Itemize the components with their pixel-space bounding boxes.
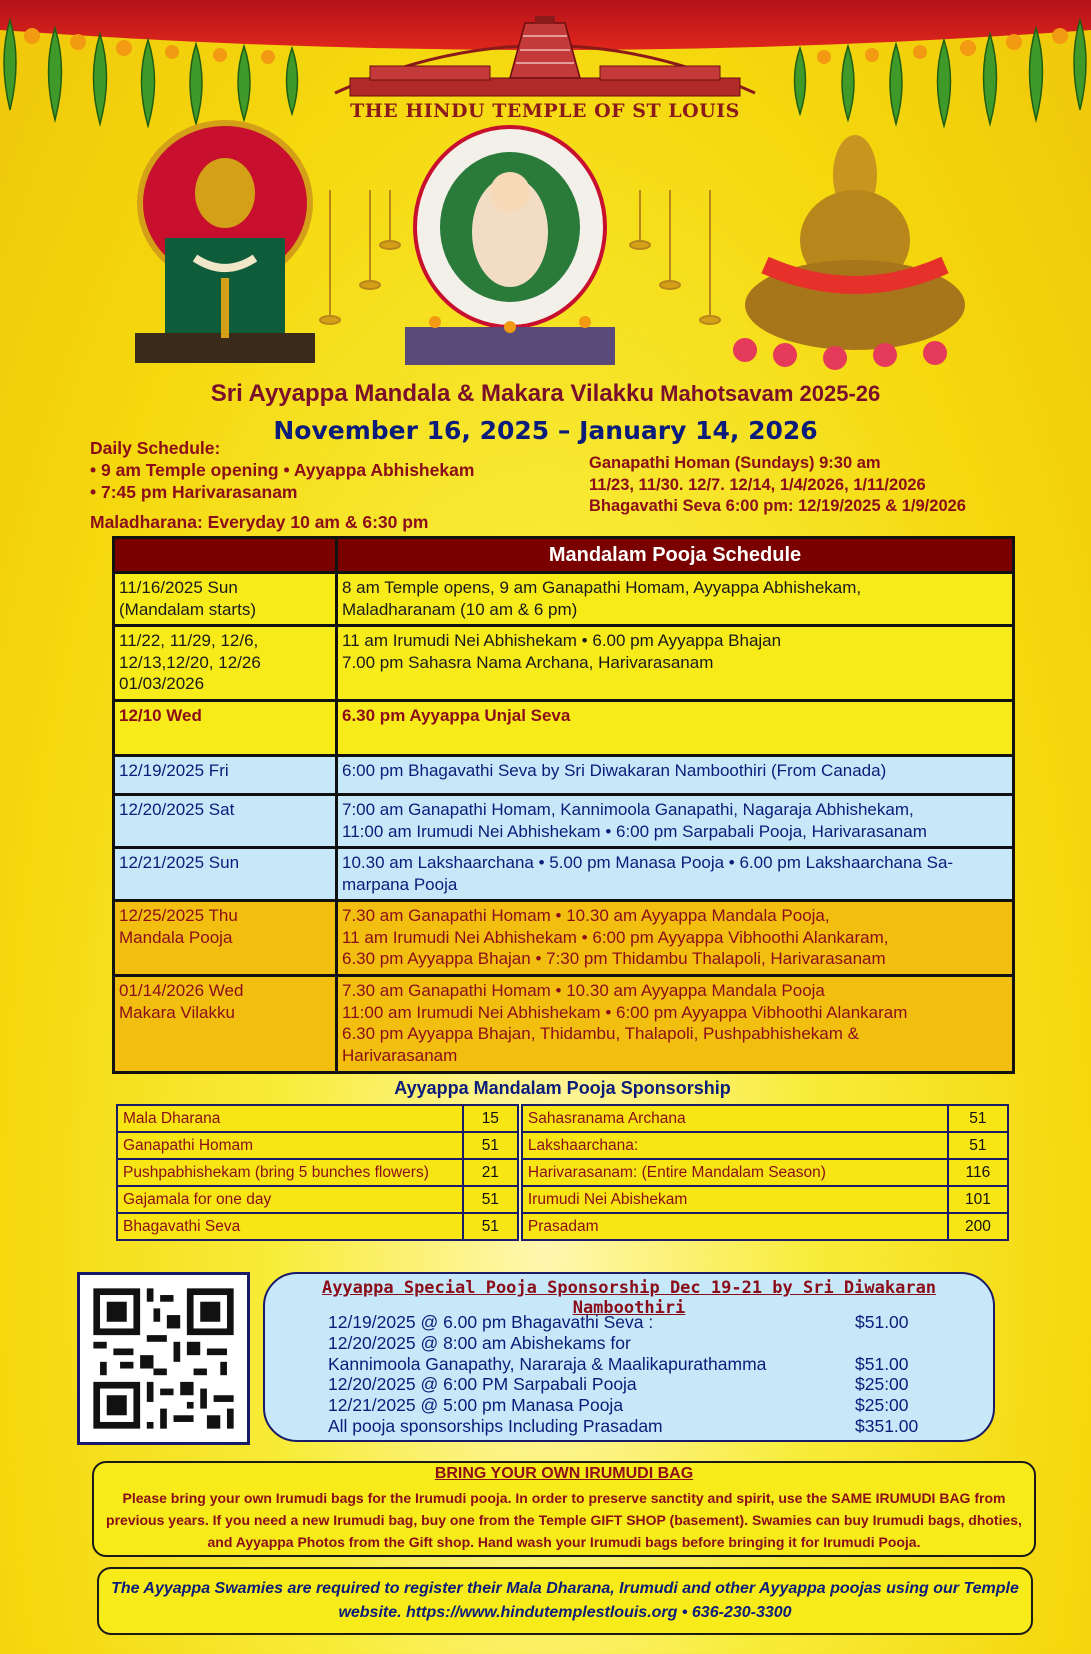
schedule-events: 10.30 am Lakshaarchana • 5.00 pm Manasa Pooja • 6.00 pm Lakshaarchana Sa- marpana Pooja <box>337 848 1014 901</box>
schedule-date: 01/14/2026 Wed Makara Vilakku <box>114 976 337 1073</box>
festival-title-suffix: Mahotsavam 2025-26 <box>654 381 881 406</box>
table-row <box>117 1213 1008 1240</box>
schedule-events: 7.30 am Ganapathi Homam • 10.30 am Ayyappa Mandala Pooja, 11 am Irumudi Nei Abhishekam • 6:00 pm Ayyappa Vibhoothi Alankaram, 6.30 pm Ayyappa Bhajan • 7:30 pm Thidambu Thalapoli, Harivarasanam <box>337 901 1014 976</box>
qr-code[interactable] <box>77 1272 250 1445</box>
schedule-events: 8 am Temple opens, 9 am Ganapathi Homam, Ayyappa Abhishekam, Maladharanam (10 am & 6 pm) <box>337 573 1014 626</box>
sponsorship-table <box>116 1104 1009 1241</box>
table-row <box>117 1105 1008 1132</box>
special-item: 12/21/2025 @ 5:00 pm Manasa Pooja <box>328 1395 624 1415</box>
registration-text: The Ayyappa Swamies are required to register their Mala Dharana, Irumudi and other Ayyappa poojas using our Temple website. https://www.hindutemplestlouis.org • 636-230-3300 <box>111 1580 1019 1621</box>
table-row <box>114 626 1014 701</box>
ganapathi-line-2: 11/23, 11/30. 12/7. 12/14, 1/4/2026, 1/11/2026 <box>589 475 926 494</box>
sponsor-item: Lakshaarchana: <box>522 1132 948 1159</box>
sponsor-price: 51 <box>948 1105 1008 1132</box>
sponsor-price: 51 <box>463 1213 518 1240</box>
special-amount: $25:00 <box>855 1395 909 1415</box>
sponsor-price: 51 <box>948 1132 1008 1159</box>
sponsor-item: Prasadam <box>522 1213 948 1240</box>
table-row <box>114 976 1014 1073</box>
sponsor-price: 51 <box>463 1186 518 1213</box>
table-row <box>114 701 1014 756</box>
sponsorship-heading: Ayyappa Mandalam Pooja Sponsorship <box>394 1078 731 1098</box>
maladharana-info: Maladharana: Everyday 10 am & 6:30 pm <box>90 512 429 532</box>
sponsor-item: Sahasranama Archana <box>522 1105 948 1132</box>
table-row <box>114 573 1014 626</box>
schedule-heading: Mandalam Pooja Schedule <box>337 538 1014 573</box>
bag-text: Please bring your own Irumudi bags for the Irumudi pooja. In order to preserve sanctity and spirit, use the SAME IRUMUDI BAG from previous years. If you need a new Irumudi bag, buy one from the Temple GIFT SHOP (basement). Swamies can buy Irumudi bags, dhoties, and Ayyappa Photos from the Gift shop. Hand wash your Irumudi bags before bringing it for Irumudi Pooja. <box>106 1490 1022 1550</box>
schedule-date: 12/19/2025 Fri <box>114 756 337 795</box>
irumudi-bag-notice <box>92 1461 1036 1557</box>
special-amount: $51.00 <box>855 1354 909 1374</box>
deity-image-left <box>135 118 315 363</box>
schedule-date: 12/21/2025 Sun <box>114 848 337 901</box>
daily-heading: Daily Schedule: <box>90 438 221 458</box>
daily-line-2: • 7:45 pm Harivarasanam <box>90 482 298 502</box>
table-row <box>114 848 1014 901</box>
special-item: 12/20/2025 @ 8:00 am Abishekams for <box>328 1333 631 1353</box>
qr-code-icon <box>80 1275 247 1442</box>
schedule-events: 7:00 am Ganapathi Homam, Kannimoola Ganapathi, Nagaraja Abhishekam, 11:00 am Irumudi Nei Abhishekam • 6:00 pm Sarpabali Pooja, Harivarasanam <box>337 795 1014 848</box>
mandalam-schedule-table <box>112 536 1015 1074</box>
sponsor-price: 200 <box>948 1213 1008 1240</box>
sponsor-price: 21 <box>463 1159 518 1186</box>
sponsor-price: 116 <box>948 1159 1008 1186</box>
daily-schedule <box>90 437 474 503</box>
schedule-date: 12/20/2025 Sat <box>114 795 337 848</box>
ganapathi-homan-info <box>589 453 966 518</box>
sponsor-price: 15 <box>463 1105 518 1132</box>
special-amount: $25:00 <box>855 1374 909 1394</box>
table-row <box>117 1132 1008 1159</box>
schedule-date: 11/22, 11/29, 12/6, 12/13,12/20, 12/26 01/03/2026 <box>114 626 337 701</box>
schedule-header-row <box>114 538 1014 573</box>
temple-name: THE HINDU TEMPLE OF ST LOUIS <box>350 100 740 122</box>
sponsor-price: 101 <box>948 1186 1008 1213</box>
schedule-events: 6:00 pm Bhagavathi Seva by Sri Diwakaran Namboothiri (From Canada) <box>337 756 1014 795</box>
schedule-date: 12/10 Wed <box>114 701 337 756</box>
festival-dates: November 16, 2025 – January 14, 2026 <box>273 416 818 445</box>
festival-title-main: Sri Ayyappa Mandala & Makara Vilakku <box>210 380 655 407</box>
sponsor-price: 51 <box>463 1132 518 1159</box>
festival-title <box>0 380 1091 408</box>
ganapathi-line-1: Ganapathi Homan (Sundays) 9:30 am <box>589 454 881 472</box>
special-item: Kannimoola Ganapathy, Nararaja & Maalikapurathamma <box>328 1354 767 1374</box>
schedule-events: 6.30 pm Ayyappa Unjal Seva <box>337 701 1014 756</box>
special-amount: $351.00 <box>855 1416 919 1436</box>
sponsor-item: Ganapathi Homam <box>117 1132 463 1159</box>
special-pooja-box <box>263 1272 995 1442</box>
lamp-decoration <box>310 190 730 350</box>
sponsor-item: Harivarasanam: (Entire Mandalam Season) <box>522 1159 948 1186</box>
sponsor-item: Mala Dharana <box>117 1105 463 1132</box>
daily-line-1: • 9 am Temple opening • Ayyappa Abhishekam <box>90 460 475 480</box>
sponsor-item: Gajamala for one day <box>117 1186 463 1213</box>
sponsor-item: Irumudi Nei Abishekam <box>522 1186 948 1213</box>
schedule-events: 7.30 am Ganapathi Homam • 10.30 am Ayyappa Mandala Pooja 11:00 am Irumudi Nei Abhishekam • 6:00 pm Ayyappa Vibhoothi Alankaram 6.30 pm Ayyappa Bhajan, Thidambu, Thalapoli, Pushpabhishekam & Harivarasanam <box>337 976 1014 1073</box>
deity-image-right <box>725 115 990 370</box>
temple-gopuram-icon <box>330 8 760 103</box>
schedule-date: 11/16/2025 Sun (Mandalam starts) <box>114 573 337 626</box>
sponsor-item: Pushpabhishekam (bring 5 bunches flowers) <box>117 1159 463 1186</box>
schedule-date: 12/25/2025 Thu Mandala Pooja <box>114 901 337 976</box>
bag-heading: BRING YOUR OWN IRUMUDI BAG <box>434 1465 694 1482</box>
table-row <box>114 795 1014 848</box>
schedule-events: 11 am Irumudi Nei Abhishekam • 6.00 pm Ayyappa Bhajan 7.00 pm Sahasra Nama Archana, Harivarasanam <box>337 626 1014 701</box>
sponsor-item: Bhagavathi Seva <box>117 1213 463 1240</box>
special-item: 12/19/2025 @ 6.00 pm Bhagavathi Seva : <box>328 1312 654 1332</box>
table-row <box>117 1186 1008 1213</box>
special-amount: $51.00 <box>855 1312 909 1332</box>
table-row <box>114 901 1014 976</box>
special-item: 12/20/2025 @ 6:00 PM Sarpabali Pooja <box>328 1374 637 1394</box>
registration-notice <box>97 1567 1033 1635</box>
table-row <box>114 756 1014 795</box>
special-item: All pooja sponsorships Including Prasadam <box>328 1416 663 1436</box>
ganapathi-line-3: Bhagavathi Seva 6:00 pm: 12/19/2025 & 1/9/2026 <box>589 497 966 515</box>
special-pooja-heading: Ayyappa Special Pooja Sponsorship Dec 19-21 by Sri Diwakaran Namboothiri <box>321 1278 937 1318</box>
table-row <box>117 1159 1008 1186</box>
